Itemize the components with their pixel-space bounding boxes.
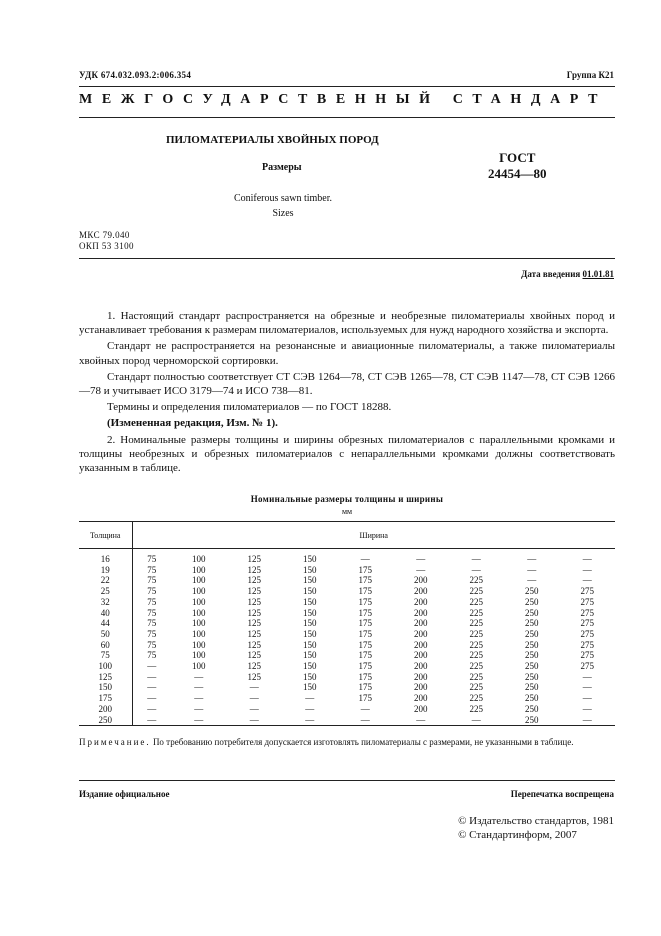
interstate-standard-heading: МЕЖГОСУДАРСТВЕННЫЙ СТАНДАРТ xyxy=(79,92,608,107)
width-cell: — xyxy=(194,693,204,704)
width-cell: — xyxy=(338,715,393,726)
width-cell: 250 xyxy=(524,639,539,650)
table-row xyxy=(79,618,615,629)
width-cell: — xyxy=(448,715,503,726)
thickness-cell: 40 xyxy=(79,608,132,619)
table-unit: мм xyxy=(341,507,353,516)
reprint-prohibited: Перепечатка воспрещена xyxy=(510,789,614,799)
top-rule-2 xyxy=(79,117,615,118)
thickness-cell: 16 xyxy=(79,549,132,565)
thickness-cell: 250 xyxy=(79,715,132,726)
width-cell: 150 xyxy=(303,639,317,650)
width-cell: 250 xyxy=(524,618,539,629)
width-cell: 200 xyxy=(413,682,428,693)
note-text: По требованию потребителя допускается изготовлять пиломатериалы с размерами, не указанными в таблице. xyxy=(152,737,574,747)
width-cell: 200 xyxy=(413,703,428,714)
width-cell: 100 xyxy=(192,650,206,661)
table-row xyxy=(79,575,615,586)
width-cell: 100 xyxy=(192,586,206,597)
width-cell: — xyxy=(582,693,592,704)
width-cell: — xyxy=(582,554,592,564)
table-row xyxy=(79,549,615,565)
width-cell: 225 xyxy=(469,671,483,682)
thickness-cell: 175 xyxy=(79,693,132,704)
width-cell: 275 xyxy=(580,628,594,639)
width-cell: — xyxy=(194,671,204,682)
table-row xyxy=(79,608,615,619)
width-cell: 125 xyxy=(247,586,262,597)
width-cell: 150 xyxy=(303,596,317,607)
width-cell: 275 xyxy=(580,639,594,650)
width-cell: 150 xyxy=(303,618,317,629)
width-cell: 125 xyxy=(247,575,262,586)
width-cell: 125 xyxy=(247,639,262,650)
width-cell: — xyxy=(360,703,370,714)
width-cell: — xyxy=(471,554,481,564)
width-cell: 75 xyxy=(147,575,157,586)
paragraph-1: 1. Настоящий стандарт распространяется на обрезные и необрезные пиломатериалы хвойных пород и устанавливает требования к размерам пиломатериалов, используемых для нужд народного хозяйства и экспорта. xyxy=(79,310,615,337)
width-cell: 250 xyxy=(524,671,539,682)
width-cell: — xyxy=(527,564,537,575)
width-cell: 175 xyxy=(358,671,372,682)
width-cell: 100 xyxy=(192,607,206,618)
introduction-date xyxy=(521,269,614,279)
width-cell: 100 xyxy=(192,628,206,639)
width-cell: — xyxy=(527,554,537,564)
width-cell: 75 xyxy=(147,650,157,661)
width-cell: 225 xyxy=(469,586,483,597)
width-cell: 75 xyxy=(147,596,157,607)
width-cell: — xyxy=(147,671,157,682)
width-cell: 225 xyxy=(469,703,483,714)
table-row xyxy=(79,629,615,640)
width-cell: — xyxy=(416,564,426,575)
thickness-header: Толщина xyxy=(79,522,132,549)
thickness-cell: 19 xyxy=(79,565,132,576)
width-cell: 125 xyxy=(247,618,262,629)
width-cell: 75 xyxy=(147,607,157,618)
width-cell: 225 xyxy=(469,650,483,661)
date-value: 01.01.81 xyxy=(582,269,614,279)
width-cell: 250 xyxy=(524,703,539,714)
width-cell: 175 xyxy=(358,596,372,607)
paragraph-4: Термины и определения пиломатериалов — по ГОСТ 18288. xyxy=(107,401,392,414)
width-cell: — xyxy=(227,715,282,726)
width-cell: 125 xyxy=(247,628,262,639)
thickness-cell: 150 xyxy=(79,682,132,693)
width-cell: 125 xyxy=(247,671,262,682)
width-cell: — xyxy=(305,693,315,704)
copyright-2007: © Стандартинформ, 2007 xyxy=(458,829,577,841)
mid-rule xyxy=(79,258,615,259)
width-cell: 275 xyxy=(580,596,594,607)
width-cell: 250 xyxy=(524,682,539,693)
width-cell: 225 xyxy=(469,661,483,672)
paragraph-2: Стандарт не распространяется на резонансные и авиационные пиломатериалы, а также пиломатериалы хвойных пород черноморской сортировки. xyxy=(79,340,615,367)
thickness-cell: 75 xyxy=(79,650,132,661)
width-cell: 125 xyxy=(247,650,262,661)
width-cell: — xyxy=(582,575,592,586)
width-cell: 225 xyxy=(469,575,483,586)
width-cell: — xyxy=(393,715,448,726)
width-cell: — xyxy=(194,703,204,714)
width-cell: 250 xyxy=(504,715,559,726)
width-cell: 225 xyxy=(469,682,483,693)
table-row xyxy=(79,693,615,704)
english-title-line-2: Sizes xyxy=(272,208,294,219)
width-cell: 150 xyxy=(303,554,317,564)
width-cell: 150 xyxy=(303,607,317,618)
width-cell: 100 xyxy=(192,596,206,607)
table-row xyxy=(79,586,615,597)
copyright-1981: © Издательство стандартов, 1981 xyxy=(458,815,614,827)
table-row xyxy=(79,682,615,693)
thickness-cell: 22 xyxy=(79,575,132,586)
width-cell: 175 xyxy=(358,586,372,597)
width-cell: 150 xyxy=(303,564,317,575)
gost-label: ГОСТ xyxy=(499,150,536,165)
width-cell: 100 xyxy=(192,564,206,575)
width-cell: 250 xyxy=(524,693,539,704)
width-cell: 150 xyxy=(303,661,317,672)
width-header: Ширина xyxy=(132,522,615,549)
width-cell: — xyxy=(147,661,157,672)
width-cell: — xyxy=(305,703,315,714)
width-cell: 150 xyxy=(303,671,317,682)
width-cell: — xyxy=(132,715,171,726)
width-cell: 225 xyxy=(469,607,483,618)
width-cell: — xyxy=(147,693,157,704)
width-cell: 125 xyxy=(247,564,262,575)
width-cell: 75 xyxy=(147,618,157,629)
width-cell: 200 xyxy=(413,650,428,661)
width-cell: 75 xyxy=(147,628,157,639)
width-cell: — xyxy=(171,715,226,726)
width-cell: 225 xyxy=(469,693,483,704)
thickness-cell: 100 xyxy=(79,661,132,672)
width-cell: 275 xyxy=(580,607,594,618)
width-cell: 200 xyxy=(413,671,428,682)
sizes-table xyxy=(79,521,615,726)
width-cell: — xyxy=(416,554,426,564)
width-cell: 175 xyxy=(358,661,372,672)
width-cell: 225 xyxy=(469,618,483,629)
width-cell: 100 xyxy=(192,639,206,650)
table-row xyxy=(79,565,615,576)
table-row xyxy=(79,650,615,661)
table-row xyxy=(79,672,615,683)
width-cell: — xyxy=(582,682,592,693)
document-title: ПИЛОМАТЕРИАЛЫ ХВОЙНЫХ ПОРОД xyxy=(166,134,379,146)
width-cell: 75 xyxy=(147,586,157,597)
width-cell: 125 xyxy=(247,554,262,564)
width-cell: 175 xyxy=(358,564,372,575)
width-cell: 75 xyxy=(147,564,157,575)
width-cell: 150 xyxy=(303,575,317,586)
paragraph-3: Стандарт полностью соответствует СТ СЭВ 1264—78, СТ СЭВ 1265—78, СТ СЭВ 1147—78, СТ СЭВ 1266—78 и учитывает ИСО 3179—74 и ИСО 738—81. xyxy=(79,370,615,398)
classification-codes xyxy=(79,230,134,252)
date-label: Дата введения xyxy=(521,269,581,279)
amendment-note: (Измененная редакция, Изм. № 1). xyxy=(107,417,278,430)
width-cell: — xyxy=(582,671,592,682)
udk-code: УДК 674.032.093.2:006.354 xyxy=(79,70,192,80)
table-row xyxy=(79,640,615,651)
width-cell: 250 xyxy=(524,596,539,607)
width-cell: 75 xyxy=(147,639,157,650)
width-cell: 200 xyxy=(413,661,428,672)
document-subtitle: Размеры xyxy=(262,162,302,173)
width-cell: — xyxy=(582,564,592,575)
width-cell: 175 xyxy=(358,693,372,704)
width-cell: 200 xyxy=(413,575,428,586)
width-cell: 225 xyxy=(469,628,483,639)
width-cell: 150 xyxy=(303,682,317,693)
width-cell: 200 xyxy=(413,596,428,607)
width-cell: 175 xyxy=(358,628,372,639)
width-cell: 175 xyxy=(358,607,372,618)
width-cell: 175 xyxy=(358,682,372,693)
width-cell: 275 xyxy=(580,618,594,629)
table-row xyxy=(79,715,615,726)
width-cell: 200 xyxy=(413,618,428,629)
width-cell: 100 xyxy=(192,554,206,564)
width-cell: 275 xyxy=(580,661,594,672)
table-row xyxy=(79,661,615,672)
gost-code: 24454—80 xyxy=(488,166,547,181)
width-cell: 150 xyxy=(303,586,317,597)
width-cell: 150 xyxy=(303,628,317,639)
width-cell: — xyxy=(582,703,592,714)
width-cell: 125 xyxy=(247,607,262,618)
width-cell: 275 xyxy=(580,650,594,661)
width-cell: — xyxy=(527,575,537,586)
width-cell: 200 xyxy=(413,586,428,597)
width-cell: 100 xyxy=(192,575,206,586)
body-text xyxy=(79,309,615,475)
paragraph-5: 2. Номинальные размеры толщины и ширины обрезных пиломатериалов с параллельными кромками и толщины необрезных и обрезных пиломатериалов с непараллельными кромками должны соответствовать указанным в таблице. xyxy=(79,433,615,475)
width-cell: — xyxy=(194,682,204,693)
gost-number xyxy=(488,150,547,182)
table-note xyxy=(79,735,615,749)
footer-rule xyxy=(79,780,615,781)
thickness-cell: 125 xyxy=(79,672,132,683)
width-cell: — xyxy=(360,554,370,564)
top-rule-1 xyxy=(79,86,615,87)
group-code: Группа К21 xyxy=(566,70,614,80)
width-cell: 100 xyxy=(192,618,206,629)
width-cell: 200 xyxy=(413,607,428,618)
width-cell: 150 xyxy=(303,650,317,661)
width-cell: 175 xyxy=(358,650,372,661)
note-label: Примечание. xyxy=(79,737,151,747)
width-cell: 125 xyxy=(247,596,262,607)
thickness-cell: 44 xyxy=(79,618,132,629)
width-cell: 200 xyxy=(413,639,428,650)
thickness-cell: 50 xyxy=(79,629,132,640)
width-cell: — xyxy=(282,715,337,726)
table-title: Номинальные размеры толщины и ширины xyxy=(250,494,444,504)
width-cell: — xyxy=(249,703,259,714)
width-cell: 250 xyxy=(524,650,539,661)
width-cell: 100 xyxy=(192,661,206,672)
table-row xyxy=(79,597,615,608)
width-cell: 250 xyxy=(524,586,539,597)
official-edition: Издание официальное xyxy=(79,789,170,799)
sizes-table-body xyxy=(79,549,615,726)
width-cell: — xyxy=(147,682,157,693)
copyright-block xyxy=(458,814,614,842)
width-cell: 225 xyxy=(469,596,483,607)
thickness-cell: 200 xyxy=(79,704,132,715)
width-cell: 225 xyxy=(469,639,483,650)
width-cell: 175 xyxy=(358,618,372,629)
width-cell: — xyxy=(249,682,259,693)
english-title-line-1: Coniferous sawn timber. xyxy=(233,193,333,204)
width-cell: 75 xyxy=(147,554,157,564)
width-cell: 250 xyxy=(524,628,539,639)
width-cell: 175 xyxy=(358,639,372,650)
width-cell: 175 xyxy=(358,575,372,586)
mks-code: МКС 79.040 xyxy=(79,230,130,240)
thickness-cell: 32 xyxy=(79,597,132,608)
width-cell: 250 xyxy=(524,607,539,618)
width-cell: — xyxy=(249,693,259,704)
thickness-cell: 25 xyxy=(79,586,132,597)
table-row xyxy=(79,704,615,715)
width-cell: 200 xyxy=(413,693,428,704)
width-cell: — xyxy=(471,564,481,575)
okp-code: ОКП 53 3100 xyxy=(79,241,134,251)
width-cell: — xyxy=(147,703,157,714)
english-title xyxy=(228,191,338,221)
thickness-cell: 60 xyxy=(79,640,132,651)
width-cell: — xyxy=(559,715,615,726)
width-cell: 275 xyxy=(580,586,594,597)
width-cell: 125 xyxy=(247,661,262,672)
width-cell: 200 xyxy=(413,628,428,639)
width-cell: 250 xyxy=(524,661,539,672)
